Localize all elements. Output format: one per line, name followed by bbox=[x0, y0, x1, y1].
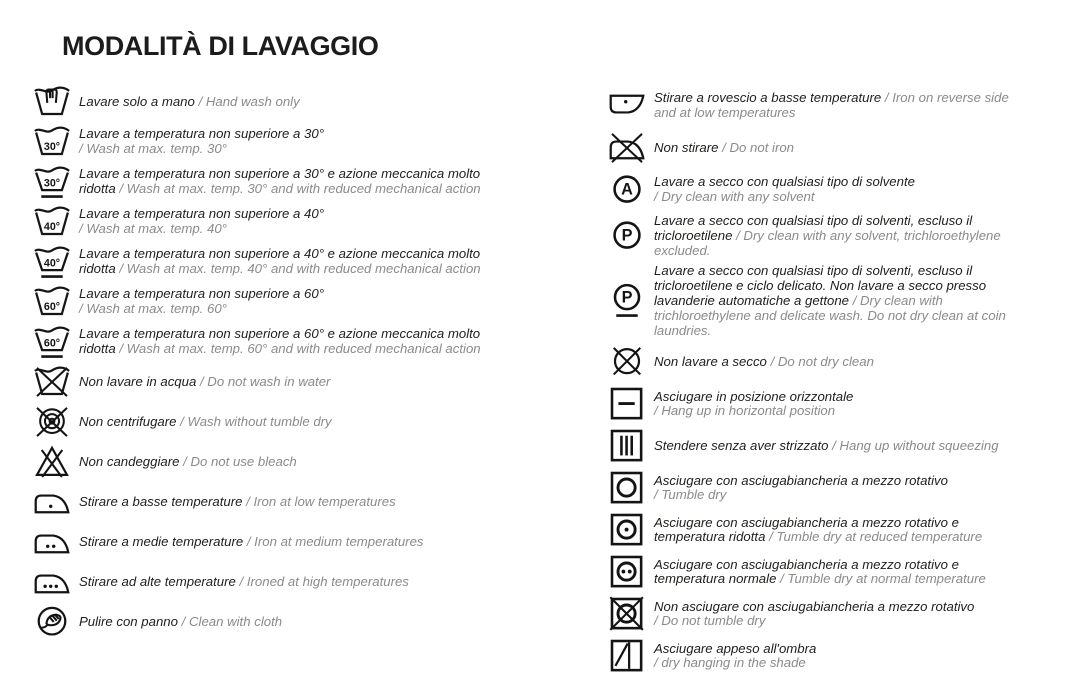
label-english: / Iron at low temperatures bbox=[246, 493, 396, 509]
icon-label: P bbox=[621, 289, 633, 308]
label-english: / Dry clean with trichloroethylene and delicate wash. Do not dry clean at coin laundries. bbox=[654, 292, 1006, 338]
icon-label: P bbox=[621, 226, 633, 245]
care-item-text bbox=[79, 615, 282, 630]
care-item bbox=[608, 596, 1073, 632]
label-italian: Lavare a secco con qualsiasi tipo di solventi, escluso il tricloroetilene e ciclo delicato. Non lavare a secco presso lavanderie automatiche a gettone bbox=[654, 263, 987, 308]
care-item bbox=[33, 124, 563, 160]
care-item bbox=[608, 386, 1073, 422]
label-english: / Hang up without squeezing bbox=[832, 437, 999, 453]
icon-label: A bbox=[621, 180, 633, 199]
care-item-text bbox=[79, 127, 324, 157]
care-item bbox=[608, 554, 1073, 590]
care-symbols-right-column bbox=[608, 88, 1073, 680]
label-english: / Wash at max. temp. 40° and with reduced mechanical action bbox=[119, 261, 481, 276]
care-item-text bbox=[654, 175, 915, 205]
care-item bbox=[33, 324, 563, 360]
label-english: / Do not tumble dry bbox=[654, 613, 766, 629]
icon-label: 30° bbox=[43, 141, 61, 154]
wash-60-icon bbox=[33, 284, 79, 320]
care-item-text bbox=[79, 535, 424, 550]
label-italian: Lavare a secco con qualsiasi tipo di solventi, escluso il tricloroetilene bbox=[654, 213, 973, 243]
label-italian: Lavare solo a mano bbox=[79, 93, 195, 109]
care-item-text bbox=[79, 455, 297, 470]
label-italian: Lavare a temperatura non superiore a 60° e azione meccanica molto ridotta bbox=[79, 326, 481, 356]
care-item bbox=[33, 444, 563, 480]
label-italian: Pulire con panno bbox=[79, 613, 178, 629]
label-italian: Non candeggiare bbox=[79, 453, 180, 469]
care-item bbox=[608, 512, 1073, 548]
care-item bbox=[33, 284, 563, 320]
tumble-dry-icon bbox=[608, 470, 654, 506]
dry-clean-delicate-icon bbox=[608, 283, 654, 319]
label-italian: Stirare ad alte temperature bbox=[79, 573, 236, 589]
label-italian: Lavare a temperatura non superiore a 60° bbox=[79, 286, 324, 302]
label-english: / Ironed at high temperatures bbox=[239, 573, 409, 589]
care-item bbox=[33, 604, 563, 640]
clean-with-cloth-icon bbox=[33, 604, 79, 640]
care-item-text bbox=[654, 355, 874, 370]
care-item-text bbox=[654, 474, 948, 504]
care-item bbox=[608, 88, 1073, 124]
label-italian: Asciugare con asciugabiancheria a mezzo rotativo e temperatura ridotta bbox=[654, 514, 959, 545]
care-item bbox=[33, 484, 563, 520]
care-symbols-left-column bbox=[33, 84, 563, 644]
label-italian: Non lavare a secco bbox=[654, 353, 767, 369]
care-item bbox=[608, 344, 1073, 380]
label-italian: Non centrifugare bbox=[79, 413, 177, 429]
label-english: / Wash at max. temp. 60° bbox=[79, 301, 227, 316]
label-english: / Do not iron bbox=[722, 139, 795, 155]
care-item bbox=[33, 404, 563, 440]
care-item bbox=[33, 364, 563, 400]
icon-label: 40° bbox=[43, 221, 61, 234]
care-item-text bbox=[79, 95, 300, 110]
label-english: / Iron at medium temperatures bbox=[246, 533, 424, 549]
label-english: / Wash at max. temp. 30° bbox=[79, 141, 227, 156]
care-item-text bbox=[654, 439, 999, 454]
page-title: MODALITÀ DI LAVAGGIO bbox=[62, 31, 379, 62]
label-italian: Asciugare con asciugabiancheria a mezzo rotativo bbox=[654, 472, 948, 488]
care-item-text bbox=[654, 141, 794, 156]
care-item-text bbox=[654, 600, 974, 630]
care-item-text bbox=[79, 575, 409, 590]
care-item-text bbox=[654, 558, 1032, 588]
care-item bbox=[33, 564, 563, 600]
icon-label: 60° bbox=[43, 301, 61, 314]
iron-medium-icon bbox=[33, 524, 79, 560]
care-item-text bbox=[654, 642, 816, 672]
care-item-text bbox=[654, 516, 1032, 546]
care-item bbox=[33, 244, 563, 280]
icon-label: 40° bbox=[43, 257, 61, 270]
label-italian: Non lavare in acqua bbox=[79, 373, 197, 389]
drip-dry-icon bbox=[608, 428, 654, 464]
do-not-dry-clean-icon bbox=[608, 344, 654, 380]
wash-30-icon bbox=[33, 124, 79, 160]
wash-40-reduced-icon bbox=[33, 244, 79, 280]
label-english: / Wash at max. temp. 60° and with reduced mechanical action bbox=[119, 341, 481, 356]
label-italian: Asciugare in posizione orizzontale bbox=[654, 388, 854, 404]
icon-label: 60° bbox=[43, 337, 61, 350]
do-not-tumble-dry-icon bbox=[608, 596, 654, 632]
care-item-text bbox=[654, 264, 1032, 338]
hand-wash-icon bbox=[33, 84, 79, 120]
label-italian: Lavare a secco con qualsiasi tipo di solvente bbox=[654, 174, 915, 190]
care-item-text bbox=[79, 327, 497, 357]
do-not-iron-icon bbox=[608, 130, 654, 166]
dry-in-shade-icon bbox=[608, 638, 654, 674]
care-item-text bbox=[654, 214, 1032, 258]
label-english: / Wash at max. temp. 30° and with reduced mechanical action bbox=[119, 181, 481, 196]
care-item-text bbox=[79, 287, 324, 317]
care-item-text bbox=[79, 207, 324, 237]
label-english: / Do not wash in water bbox=[199, 373, 331, 389]
label-english: / Do not use bleach bbox=[183, 453, 297, 469]
label-italian: Asciugare appeso all'ombra bbox=[654, 640, 817, 656]
care-item-text bbox=[79, 167, 497, 197]
care-item bbox=[33, 524, 563, 560]
care-item bbox=[608, 264, 1073, 338]
label-italian: Lavare a temperatura non superiore a 40° bbox=[79, 206, 324, 222]
care-item bbox=[33, 204, 563, 240]
wash-60-reduced-icon bbox=[33, 324, 79, 360]
label-english: / Do not dry clean bbox=[770, 353, 874, 369]
label-english: / Dry clean with any solvent, trichloroethylene excluded. bbox=[654, 227, 1001, 258]
iron-reverse-icon bbox=[608, 88, 654, 124]
label-italian: Stirare a rovescio a basse temperature bbox=[654, 90, 882, 106]
care-item-text bbox=[654, 91, 1032, 121]
label-english: / Hand wash only bbox=[198, 93, 300, 109]
tumble-dry-normal-icon bbox=[608, 554, 654, 590]
dry-flat-icon bbox=[608, 386, 654, 422]
wash-40-icon bbox=[33, 204, 79, 240]
care-item bbox=[608, 130, 1073, 166]
iron-high-icon bbox=[33, 564, 79, 600]
care-item-text bbox=[79, 375, 330, 390]
care-item bbox=[608, 638, 1073, 674]
label-italian: Non stirare bbox=[654, 139, 719, 155]
tumble-dry-reduced-icon bbox=[608, 512, 654, 548]
label-english: / Iron on reverse side and at low temperatures bbox=[654, 90, 1009, 120]
label-english: / Clean with cloth bbox=[181, 613, 283, 629]
label-italian: Lavare a temperatura non superiore a 40° e azione meccanica molto ridotta bbox=[79, 246, 481, 276]
label-english: / Tumble dry at reduced temperature bbox=[769, 529, 983, 545]
label-italian: Stirare a basse temperature bbox=[79, 493, 243, 509]
icon-label: 30° bbox=[43, 177, 61, 190]
dry-clean-no-trichloroethylene-icon bbox=[608, 218, 654, 254]
dry-clean-any-solvent-icon bbox=[608, 172, 654, 208]
care-item-text bbox=[79, 415, 332, 430]
care-item bbox=[33, 164, 563, 200]
do-not-bleach-icon bbox=[33, 444, 79, 480]
do-not-wash-icon bbox=[33, 364, 79, 400]
label-english: / Wash without tumble dry bbox=[180, 413, 332, 429]
iron-low-icon bbox=[33, 484, 79, 520]
label-english: / Tumble dry bbox=[654, 487, 727, 503]
wash-30-reduced-icon bbox=[33, 164, 79, 200]
care-item-text bbox=[79, 495, 396, 510]
do-not-spin-icon bbox=[33, 404, 79, 440]
care-item bbox=[608, 172, 1073, 208]
label-italian: Stendere senza aver strizzato bbox=[654, 437, 829, 453]
label-english: / Wash at max. temp. 40° bbox=[79, 221, 227, 236]
label-italian: Non asciugare con asciugabiancheria a mezzo rotativo bbox=[654, 598, 975, 614]
care-item-text bbox=[79, 247, 497, 277]
care-item bbox=[33, 84, 563, 120]
care-item bbox=[608, 428, 1073, 464]
label-italian: Asciugare con asciugabiancheria a mezzo rotativo e temperatura normale bbox=[654, 556, 959, 587]
label-english: / Hang up in horizontal position bbox=[654, 403, 836, 419]
label-english: / dry hanging in the shade bbox=[654, 655, 806, 671]
label-italian: Stirare a medie temperature bbox=[79, 533, 244, 549]
label-english: / Dry clean with any solvent bbox=[654, 189, 815, 204]
label-english: / Tumble dry at normal temperature bbox=[780, 571, 986, 587]
care-item-text bbox=[654, 390, 853, 420]
label-italian: Lavare a temperatura non superiore a 30° bbox=[79, 126, 324, 142]
care-item bbox=[608, 470, 1073, 506]
label-italian: Lavare a temperatura non superiore a 30° e azione meccanica molto ridotta bbox=[79, 166, 481, 196]
care-item bbox=[608, 214, 1073, 258]
